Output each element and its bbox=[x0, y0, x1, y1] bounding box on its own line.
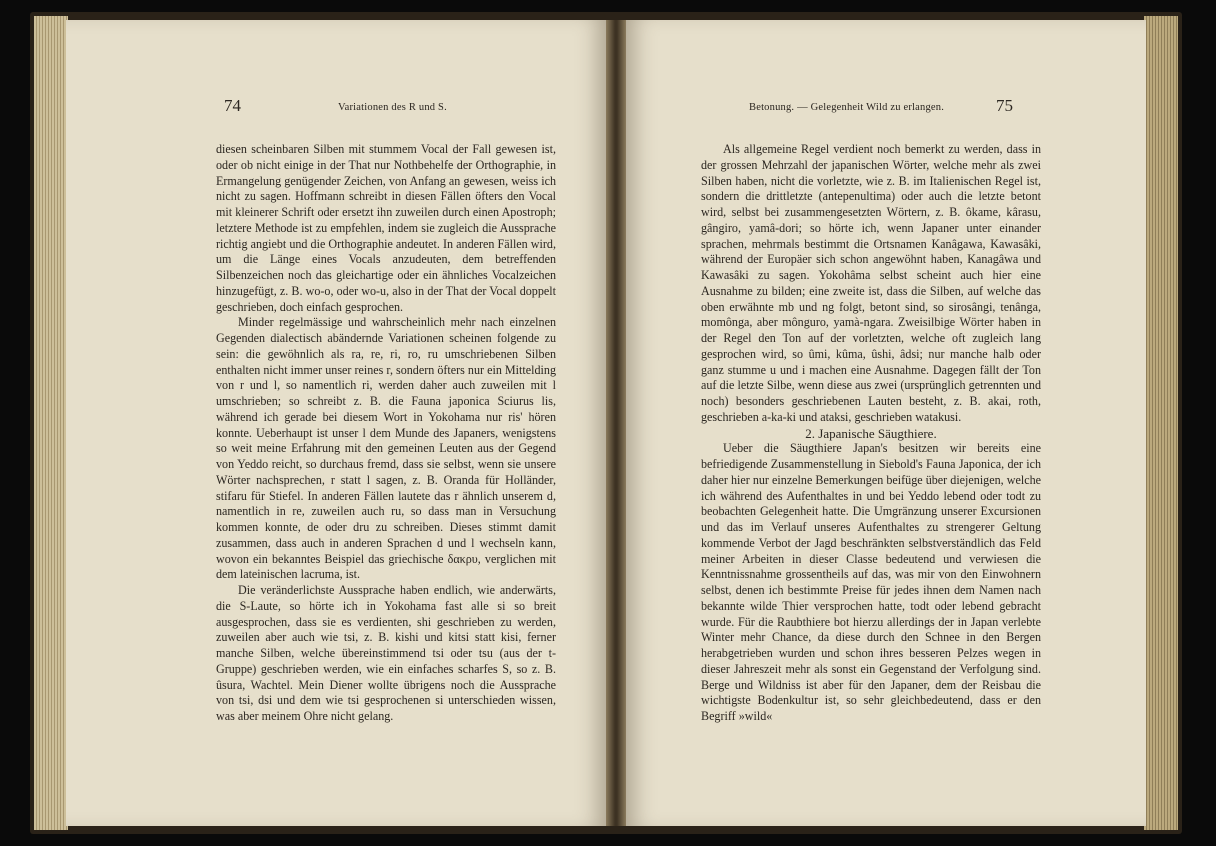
right-page bbox=[626, 20, 1146, 826]
paragraph: Die veränderlichste Aussprache haben endlich, wie anderwärts, die S-Laute, so hörte ich in Yokohama fast alle si so breit ausgesprochen, dass sie es verdienten, shi geschrieben zu werden, zuweilen aber auch wie tsi, z. B. kishi und kitsi statt kisi, ferner manche Silben, welche übereinstimmend tsi oder tsu (aus der t-Gruppe) geschrieben werden, wie ein einfaches scharfes S, so z. B. ûsura, Wachtel. Mein Diener wollte übrigens noch die Aussprache von tsi, dsi und dem wie tsi gesprochenen si unterschieden wissen, was aber meinem Ohre nicht gelang. bbox=[216, 583, 556, 723]
left-page-number: 74 bbox=[224, 96, 241, 115]
paragraph: Ueber die Säugthiere Japan's besitzen wir bereits eine befriedigende Zusammenstellung in Siebold's Fauna Japonica, der ich daher hier nur einzelne Bemerkungen beifüge über diejenigen, welche ich während des Aufenthaltes in und bei Yeddo lebend oder todt zu beobachten Gelegenheit hatte. Die Umgränzung unserer Excursionen und das im Verlauf unseres Aufenthaltes zu strengerer Geltung kommende Verbot der Jagd beschränkten selbstverständlich das Feld meiner Arbeiten in dieser Classe bedeutend und verwiesen die Kenntnissnahme grossentheils auf das, was mir von den Einwohnern selbst, denen ich bestimmte Preise für jedes ihnen dem Namen nach bekannte wilde Thier versprochen hatte, todt oder lebend gebracht wurde. Für die Raubthiere bot hierzu allerdings der in Japan verlebte Winter mehr Chance, da diese durch den Schnee in den Bergen herabgetrieben wurden und schon ihres besseren Pelzes wegen in dieser Jahreszeit mehr als sonst ein Gegenstand der Verfolgung sind. Berge und Wildniss ist aber für den Japaner, dem der Reisbau die wichtigste Bodenkultur ist, so sehr gleichbedeutend, dass er den Begriff »wild« bbox=[701, 441, 1041, 723]
paragraph: diesen scheinbaren Silben mit stummem Vocal der Fall gewesen ist, oder ob nicht einige in der That nur Nothbehelfe der Orthographie, in Ermangelung genügender Zeichen, von Anfang an gewesen, weiss ich nicht zu sagen. Hoffmann schreibt in diesen Fällen öfters den Vocal mit kleinerer Schrift oder ersetzt ihn zuweilen durch einen Apostroph; letztere Methode ist zu empfehlen, indem sie zugleich die Aussprache richtig angiebt und die Orthographie andeutet. In anderen Fällen wird, um die Länge eines Vocals anzudeuten, dem betreffenden Silbenzeichen noch das gleichartige oder ein ähnliches Vocalzeichen hinzugefügt, z. B. wo-o, oder wo-u, also in der That der Vocal doppelt geschrieben, doch einfach gesprochen. bbox=[216, 142, 556, 314]
paragraph: Minder regelmässige und wahrscheinlich mehr nach einzelnen Gegenden dialectisch abändernde Variationen scheinen folgende zu sein: die gewöhnlich als ra, re, ri, ro, ru umschriebenen Silben enthalten nicht immer unser reines r, sondern öfters nur ein Mittelding von r und l, so namentlich ri, werden daher auch zuweilen mit l umschrieben; so schreibt z. B. die Fauna japonica Sciurus lis, während ich gerade bei diesem Wort in Yokohama nur ris' hören konnte. Ueberhaupt ist unser l dem Munde des Japaners, wenigstens so weit meine Erfahrung mit den gemeinen Leuten aus der Gegend von Yeddo reicht, so durchaus fremd, dass sie selbst, wenn sie unsere Wörter nachsprechen, r statt l sagen, z. B. Oranda für Holländer, stifaru für Stiefel. In anderen Fällen lautete das r ähnlich unserem d, namentlich in re, zuweilen auch ru, so dass man in Versuchung kommen konnte, de oder dru zu schreiben. Dieses stimmt damit zusammen, dass auch in anderen Sprachen d und l wechseln kann, wovon ein bekanntes Beispiel das griechische δακρυ, verglichen mit dem lateinischen lacruma, ist. bbox=[216, 315, 556, 582]
left-running-head: Variationen des R und S. bbox=[338, 102, 447, 113]
right-page-number: 75 bbox=[996, 96, 1013, 115]
left-running-header bbox=[66, 96, 606, 122]
paragraph: Als allgemeine Regel verdient noch bemerkt zu werden, dass in der grossen Mehrzahl der japanischen Wörter, welche mehr als zwei Silben haben, nicht die vorletzte, wie z. B. im Italienischen Regel ist, sondern die drittletzte (antepenultima) oder auch die letzte betont wird, selbst bei zusammengesetzten Wörtern, z. B. ôkame, kârasu, gângiro, yamâ-dori; so hörte ich, wenn Japaner unter einander sprachen, mehrmals bestimmt die Ortsnamen Kanâgawa, Kawasâki, während der Europäer sich schon angewöhnt haben, Kanagâwa und Kawasâki zu sagen. Yokohâma selbst scheint auch hier eine Ausnahme zu bilden; eine zweite ist, dass die Silben, auf welche das oben erwähnte mb und ng folgt, betont sind, so sirosângi, tenânga, momônga, aber mônguro, yamà-ngara. Zweisilbige Wörter haben in der Regel den Ton auf der vorletzten, welche oft zugleich lang gesprochen wird, so ûmi, kûma, ûshi, âdsi; nur manche halb oder ganz stumme u und i machen eine Ausnahme. Dagegen fällt der Ton auf die letzte Silbe, wenn diese aus zwei (ursprünglich getrennten und noch) besonders geschriebenen Lauten besteht, z. B. akai, roth, geschrieben a-ka-ki und ataksi, geschrieben watakusi. bbox=[701, 142, 1041, 424]
left-page-body bbox=[216, 142, 556, 725]
book-gutter bbox=[606, 20, 626, 826]
right-running-head: Betonung. — Gelegenheit Wild zu erlangen. bbox=[749, 102, 945, 113]
section-heading: 2. Japanische Säugthiere. bbox=[805, 425, 937, 441]
page-edges-left bbox=[34, 16, 68, 830]
page-edges-right bbox=[1144, 16, 1178, 830]
right-page-body bbox=[701, 142, 1041, 725]
left-page bbox=[66, 20, 606, 826]
right-running-header bbox=[626, 96, 1146, 122]
